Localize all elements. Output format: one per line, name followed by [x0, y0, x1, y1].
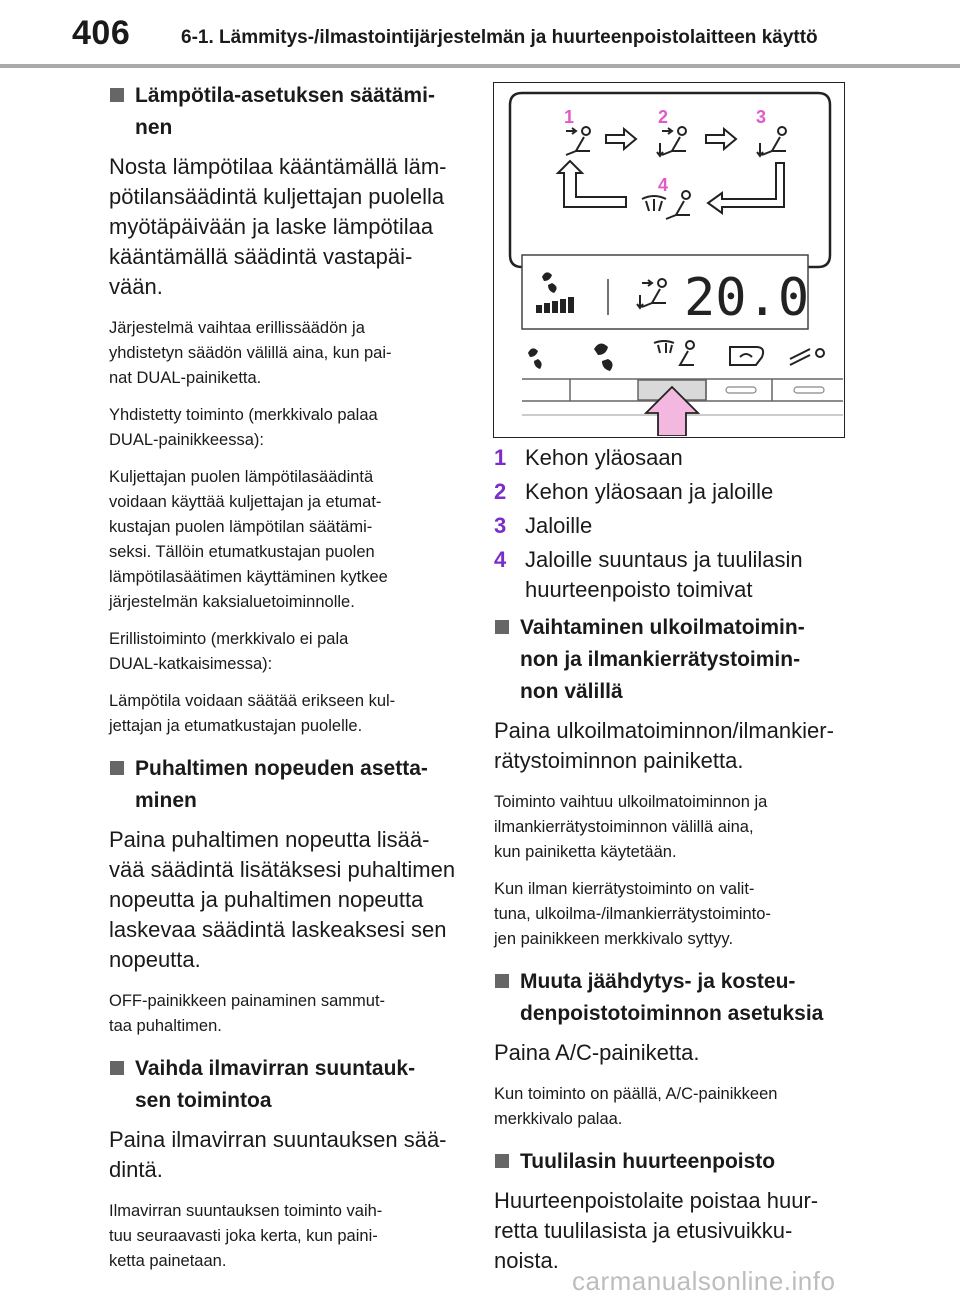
- mode-label: 1: [564, 107, 575, 127]
- text-line: kääntämällä säädintä vastapäi-: [109, 244, 413, 269]
- text-line: laskevaa säädintä laskeaksesi sen: [109, 917, 447, 942]
- heading-line: denpoistotoiminnon asetuksia: [520, 1002, 824, 1025]
- text-line: seksi. Tällöin etumatkustajan puolen: [109, 543, 375, 561]
- text-line: dintä.: [109, 1157, 163, 1182]
- text-line: järjestelmän kaksialuetoiminnolle.: [109, 593, 355, 611]
- list-item: [494, 443, 854, 473]
- text-line: nat DUAL-painiketta.: [109, 369, 262, 387]
- list-text: Kehon yläosaan ja jaloille: [525, 479, 774, 504]
- section-heading-ac: [494, 966, 854, 1030]
- temperature-note: [109, 627, 457, 677]
- section-heading-airflow: [109, 1053, 457, 1117]
- heading-line: minen: [135, 789, 197, 812]
- text-line: rätystoiminnon painiketta.: [494, 748, 744, 773]
- heading-line: Muuta jäähdytys- ja kosteu-: [520, 970, 796, 993]
- climate-panel-illustration: [494, 83, 843, 436]
- climate-panel-figure: [493, 82, 845, 438]
- temperature-note: [109, 465, 457, 615]
- text-line: jettajan ja etumatkustajan puolelle.: [109, 717, 363, 735]
- text-line: Paina puhaltimen nopeutta lisää-: [109, 827, 430, 852]
- temperature-paragraph: [109, 152, 457, 302]
- list-number: 3: [494, 513, 507, 538]
- text-line: Kuljettajan puolen lämpötilasäädintä: [109, 468, 374, 486]
- text-line: Lämpötila voidaan säätää erikseen kul-: [109, 692, 396, 710]
- airflow-mode-button-icon: [654, 341, 694, 365]
- square-bullet-icon: [110, 761, 124, 775]
- ac-paragraph: [494, 1038, 854, 1068]
- text-line: OFF-painikkeen painaminen sammut-: [109, 992, 386, 1010]
- fan-speed-note: [109, 989, 457, 1039]
- watermark: carmanualsonline.info: [572, 1266, 836, 1296]
- list-number: 4: [494, 547, 507, 572]
- section-heading-temperature: [109, 80, 457, 144]
- ac-note: [494, 1082, 854, 1132]
- recirculation-note: [494, 790, 854, 865]
- heading-line: Vaihda ilmavirran suuntauk-: [135, 1057, 416, 1080]
- heading-line: Lämpötila-asetuksen säätämi-: [135, 84, 435, 107]
- text-line: kun painiketta käytetään.: [494, 843, 677, 861]
- list-text: Kehon yläosaan: [525, 445, 683, 470]
- text-line: Ilmavirran suuntauksen toiminto vaih-: [109, 1202, 383, 1220]
- text-line: voidaan käyttää kuljettajan ja etumat-: [109, 493, 382, 511]
- heading-line: nen: [135, 116, 173, 139]
- header-rule: [0, 64, 960, 68]
- right-column: [494, 612, 854, 1276]
- list-number: 2: [494, 479, 507, 504]
- mode-label: 3: [756, 107, 767, 127]
- section-heading-defog: [494, 1146, 854, 1178]
- button-indicator: [794, 387, 824, 393]
- square-bullet-icon: [110, 88, 124, 102]
- text-line: Paina ilmavirran suuntauksen sää-: [109, 1127, 447, 1152]
- text-line: Paina ulkoilmatoiminnon/ilmankier-: [494, 718, 834, 743]
- callout-bubble: [510, 93, 830, 279]
- list-item: [494, 477, 854, 507]
- text-line: Paina A/C-painiketta.: [494, 1040, 700, 1065]
- heading-line: non ja ilmankierrätystoimin-: [520, 648, 801, 671]
- text-line: yhdistetyn säädön välillä aina, kun pai-: [109, 344, 392, 362]
- text-line: Kun ilman kierrätystoiminto on valit-: [494, 880, 755, 898]
- list-number: 1: [494, 445, 507, 470]
- heading-line: Vaihtaminen ulkoilmatoimin-: [520, 616, 805, 639]
- text-line: tuu seuraavasti joka kerta, kun paini-: [109, 1227, 378, 1245]
- recirculation-note: [494, 877, 854, 952]
- square-bullet-icon: [495, 974, 509, 988]
- text-line: lämpötilasäätimen käyttäminen kytkee: [109, 568, 388, 586]
- airflow-modes-list: [494, 443, 854, 609]
- text-line: ilmankierrätystoiminnon välillä aina,: [494, 818, 754, 836]
- temperature-note: [109, 316, 457, 391]
- heading-line: Tuulilasin huurteenpoisto: [520, 1150, 776, 1173]
- heading-line: non välillä: [520, 680, 623, 703]
- airflow-note: [109, 1199, 457, 1274]
- fan-up-icon: [594, 343, 613, 371]
- mode-label: 4: [658, 175, 669, 195]
- text-line: Nosta lämpötilaa kääntämällä läm-: [109, 154, 447, 179]
- section-heading-fan-speed: [109, 753, 457, 817]
- text-line: ketta painetaan.: [109, 1252, 227, 1270]
- button-indicator: [726, 387, 756, 393]
- list-text: Jaloille suuntaus ja tuulilasin: [525, 547, 803, 572]
- text-line: DUAL-katkaisimessa):: [109, 655, 273, 673]
- list-item: [494, 545, 854, 605]
- list-item: [494, 511, 854, 541]
- text-line: jen painikkeen merkkivalo syttyy.: [494, 930, 734, 948]
- text-line: tuna, ulkoilma-/ilmankierrätystoiminto-: [494, 905, 771, 923]
- square-bullet-icon: [110, 1061, 124, 1075]
- page-number: 406: [72, 14, 131, 52]
- text-line: merkkivalo palaa.: [494, 1110, 623, 1128]
- text-line: nopeutta ja puhaltimen nopeutta: [109, 887, 424, 912]
- text-line: Kun toiminto on päällä, A/C-painikkeen: [494, 1085, 778, 1103]
- text-line: Järjestelmä vaihtaa erillissäädön ja: [109, 319, 365, 337]
- recirculation-icon: [730, 347, 763, 365]
- section-heading-recirculation: [494, 612, 854, 708]
- chapter-title: 6-1. Lämmitys-/ilmastointijärjestelmän ja huurteenpoistolaitteen käyttö: [181, 27, 818, 48]
- text-line: vää säädintä lisätäksesi puhaltimen: [109, 857, 456, 882]
- temperature-note: [109, 403, 457, 453]
- list-text: Jaloille: [525, 513, 593, 538]
- square-bullet-icon: [495, 620, 509, 634]
- defog-paragraph: [494, 1186, 854, 1276]
- text-line: noista.: [494, 1248, 559, 1273]
- temperature-display: 20.0: [684, 268, 810, 328]
- text-line: taa puhaltimen.: [109, 1017, 222, 1035]
- text-line: kustajan puolen lämpötilan säätämi-: [109, 518, 373, 536]
- text-line: Toiminto vaihtuu ulkoilmatoiminnon ja: [494, 793, 768, 811]
- square-bullet-icon: [495, 1154, 509, 1168]
- text-line: Huurteenpoistolaite poistaa huur-: [494, 1188, 819, 1213]
- airflow-paragraph: [109, 1125, 457, 1185]
- text-line: Erillistoiminto (merkkivalo ei pala: [109, 630, 349, 648]
- left-column: [109, 70, 457, 1274]
- heading-line: sen toimintoa: [135, 1089, 272, 1112]
- text-line: DUAL-painikkeessa):: [109, 431, 264, 449]
- text-line: retta tuulilasista ja etusivuikku-: [494, 1218, 793, 1243]
- text-line: vään.: [109, 274, 163, 299]
- outside-air-icon: [790, 349, 824, 365]
- mode-label: 2: [658, 107, 669, 127]
- text-line: myötäpäivään ja laske lämpötilaa: [109, 214, 434, 239]
- temperature-note: [109, 689, 457, 739]
- heading-line: Puhaltimen nopeuden asetta-: [135, 757, 428, 780]
- fan-down-icon: [528, 348, 542, 369]
- text-line: pötilansäädintä kuljettajan puolella: [109, 184, 445, 209]
- fan-speed-paragraph: [109, 825, 457, 975]
- list-text: huurteenpoisto toimivat: [525, 577, 753, 602]
- text-line: nopeutta.: [109, 947, 201, 972]
- text-line: Yhdistetty toiminto (merkkivalo palaa: [109, 406, 378, 424]
- recirculation-paragraph: [494, 716, 854, 776]
